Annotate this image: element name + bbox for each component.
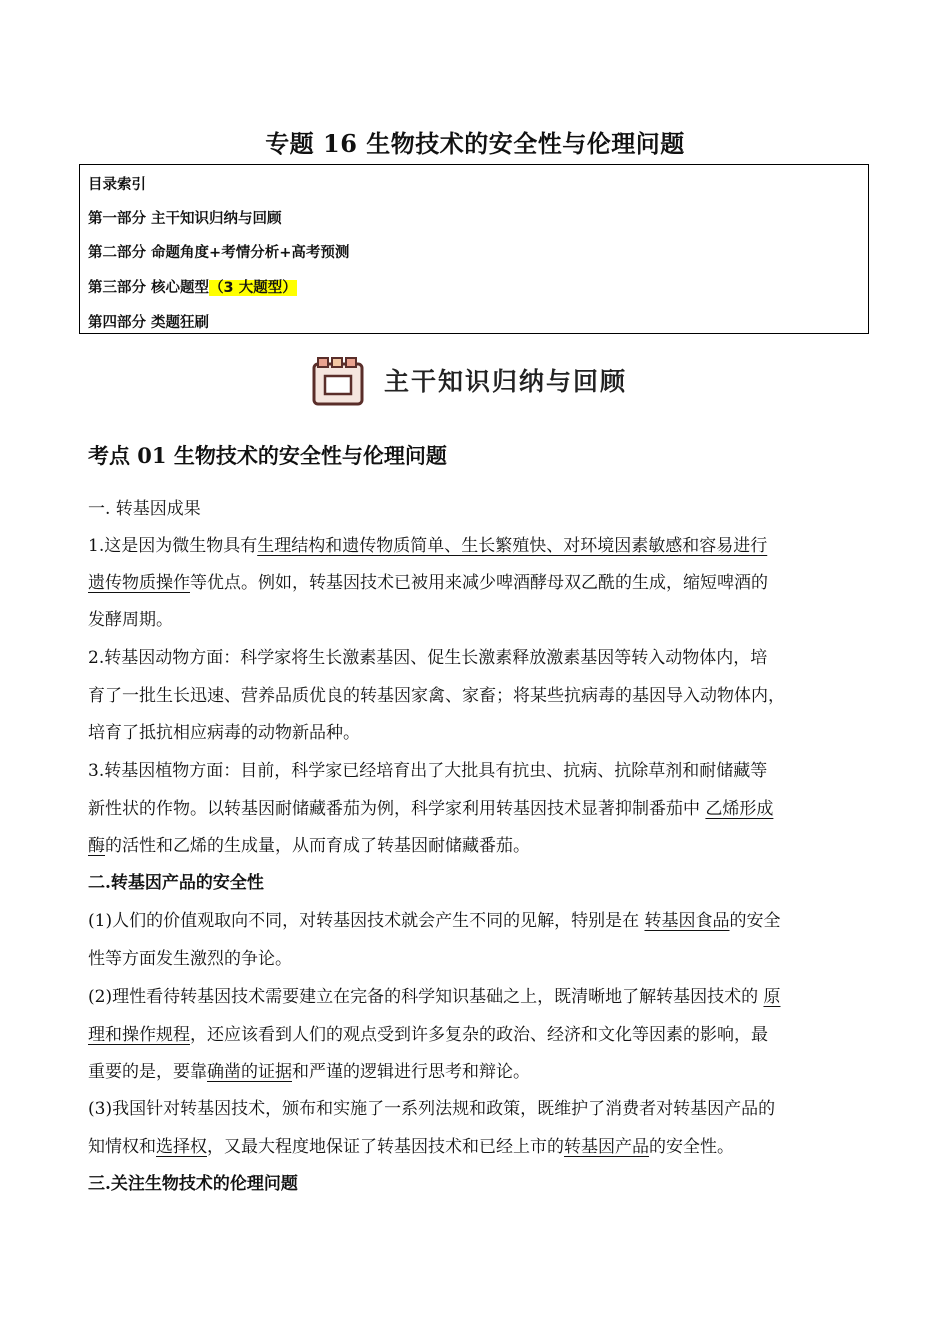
s2-q1-line2: 性等方面发生激烈的争论。 [88, 949, 292, 969]
toc-part2: 第二部分 命题角度+考情分析+高考预测 [88, 245, 350, 261]
s1-p2-line3: 培育了抵抗相应病毒的动物新品种。 [88, 723, 360, 743]
banner-title: 主干知识归纳与回顾 [384, 367, 628, 396]
s1-p3-line3: 酶的活性和乙烯的生成量，从而育成了转基因耐储藏番茄。 [88, 836, 530, 856]
s2-q2-line2: 理和操作规程，还应该看到人们的观点受到许多复杂的政治、经济和文化等因素的影响，最 [88, 1025, 768, 1045]
s2-q1-line1: (1)人们的价值观取向不同，对转基因技术就会产生不同的见解，特别是在 转基因食品的安全 [88, 911, 781, 931]
toc-part4: 第四部分 类题狂刷 [88, 315, 210, 331]
s1-p3-line2: 新性状的作物。以转基因耐储藏番茄为例，科学家利用转基因技术显著抑制番茄中 乙烯形成 [88, 799, 774, 819]
page-title: 专题 16 生物技术的安全性与伦理问题 [265, 129, 685, 158]
s1-heading: 一. 转基因成果 [88, 499, 201, 519]
table-of-contents [79, 164, 869, 334]
s2-q2-line1: (2)理性看待转基因技术需要建立在完备的科学知识基础之上，既清晰地了解转基因技术的 原 [88, 987, 781, 1007]
s1-p1-line3: 发酵周期。 [88, 610, 173, 630]
s2-heading: 二.转基因产品的安全性 [88, 873, 264, 893]
toc-part3-highlight: （3 大题型） [209, 280, 297, 296]
s1-p1-line1: 1.这是因为微生物具有生理结构和遗传物质简单、生长繁殖快、对环境因素敏感和容易进行 [88, 536, 768, 556]
s2-q3-line1: (3)我国针对转基因技术，颁布和实施了一系列法规和政策，既维护了消费者对转基因产品的 [88, 1099, 776, 1119]
section-title: 考点 01 生物技术的安全性与伦理问题 [88, 443, 447, 468]
s1-p2-line2: 育了一批生长迅速、营养品质优良的转基因家禽、家畜；将某些抗病毒的基因导入动物体内， [88, 686, 785, 706]
s2-q3-line2: 知情权和选择权，又最大程度地保证了转基因技术和已经上市的转基因产品的安全性。 [88, 1137, 734, 1157]
s2-q2-line3: 重要的是，要靠确凿的证据和严谨的逻辑进行思考和辩论。 [88, 1062, 530, 1082]
toc-heading: 目录索引 [88, 177, 146, 193]
s3-heading: 三.关注生物技术的伦理问题 [88, 1174, 298, 1194]
s1-p3-line1: 3.转基因植物方面：目前，科学家已经培育出了大批具有抗虫、抗病、抗除草剂和耐储藏等 [88, 761, 768, 781]
toc-part3: 第三部分 核心题型（3 大题型） [88, 280, 297, 296]
toc-part1: 第一部分 主干知识归纳与回顾 [88, 211, 282, 227]
s1-p2-line1: 2.转基因动物方面：科学家将生长激素基因、促生长激素释放激素基因等转入动物体内，培 [88, 648, 768, 668]
s1-p1-line2: 遗传物质操作等优点。例如，转基因技术已被用来减少啤酒酵母双乙酰的生成，缩短啤酒的 [88, 573, 768, 593]
section-banner [312, 354, 627, 406]
notebook-icon [312, 356, 366, 404]
